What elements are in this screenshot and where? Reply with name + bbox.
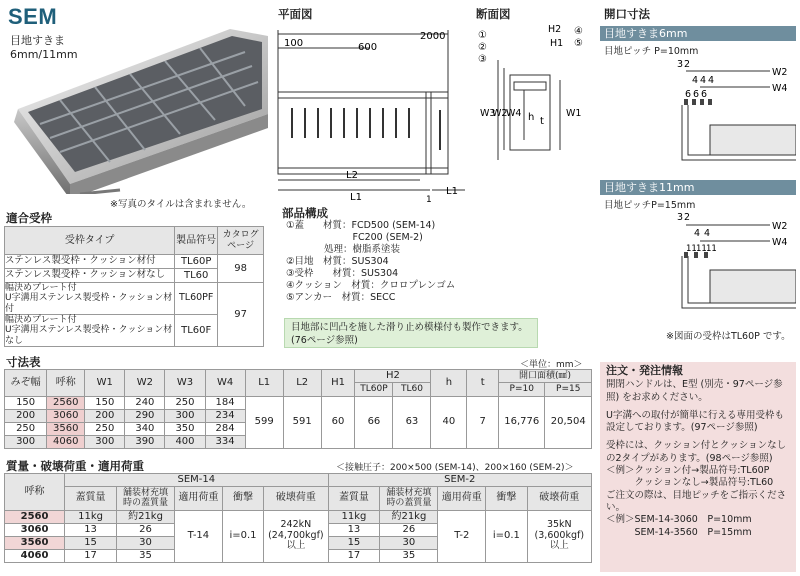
dims-cell: 3560: [47, 422, 85, 435]
dims-cell: 300: [85, 435, 125, 448]
parts-line: ③受枠 材質：SUS304: [286, 268, 399, 279]
order-panel: [600, 362, 796, 572]
frame-table: [4, 226, 264, 347]
frame-row-type: ステンレス製受枠・クッション材付: [5, 255, 175, 269]
frame-row-code: TL60PF: [175, 283, 218, 315]
section-drawing: [470, 20, 595, 170]
dims-col-area-10: P=10: [499, 382, 545, 396]
o6-d2: 2: [684, 59, 691, 70]
dims-col-W1: W1: [85, 370, 125, 397]
load-col-load: 適用荷重: [175, 486, 223, 510]
dims-cell: 250: [85, 422, 125, 435]
o6-W2: W2: [772, 67, 788, 78]
frame-row-type: ステンレス製受枠・クッション材なし: [5, 269, 175, 283]
order-p1: 開閉ハンドルは、E型 (別売・97ページ参照) をお求めください。: [606, 379, 783, 403]
o6-d4c: 4: [708, 75, 715, 86]
o11-W2: W2: [772, 221, 788, 232]
dims-cell-L1: 599: [245, 396, 283, 448]
load-cell: 30: [116, 536, 174, 549]
dims-cell: 250: [165, 396, 205, 409]
load-cell: 15: [328, 536, 380, 549]
dims-cell: 150: [5, 396, 47, 409]
dims-col-H1: H1: [321, 370, 355, 397]
parts-title: 部品構成: [282, 206, 328, 220]
load-contact: ＜接触圧子：200×500 (SEM-14)、200×160 (SEM-2)＞: [336, 463, 574, 473]
load-row-name: 3060: [5, 523, 65, 536]
dims-cell: 350: [165, 422, 205, 435]
load-cell: 約21kg: [380, 510, 438, 523]
dims-cell: 400: [165, 435, 205, 448]
load-group-sem2: SEM-2: [328, 474, 591, 487]
o11-d11b: 11: [696, 244, 707, 254]
frame-row-code: TL60F: [175, 315, 218, 347]
dims-table: [4, 369, 592, 449]
dims-cell: 4060: [47, 435, 85, 448]
load-row-name: 4060: [5, 549, 65, 562]
o6-d6c: 6: [701, 89, 708, 100]
load-cell: 17: [328, 549, 380, 562]
section-label-5: ⑤: [574, 38, 583, 49]
frame-table-title: 適合受枠: [6, 211, 52, 225]
product-photo: [0, 14, 268, 194]
opening-note: ※図面の受枠はTL60P です。: [666, 331, 791, 342]
load-cell: 26: [380, 523, 438, 536]
frame-row-page: 97: [218, 283, 264, 347]
plan-dim-L1: L1: [350, 192, 362, 203]
load-cell: 35: [116, 549, 174, 562]
section-dim-t: t: [540, 116, 544, 127]
dims-col-area: 開口面積(㎟): [499, 370, 592, 383]
dims-cell: 334: [205, 435, 245, 448]
load-cell: 17: [65, 549, 117, 562]
dims-cell: 284: [205, 422, 245, 435]
load-cell: 26: [116, 523, 174, 536]
o11-d3: 3: [677, 212, 684, 223]
o6-d4b: 4: [700, 75, 707, 86]
parts-line: ①蓋 材質：FCD500 (SEM-14): [286, 220, 436, 231]
load-col-mass: 蓋質量: [65, 486, 117, 510]
plan-dim-100: 100: [284, 38, 304, 49]
plan-dim-1: 1: [426, 195, 432, 205]
section-label-2: ②: [478, 42, 487, 53]
dims-cell-t: 7: [467, 396, 499, 448]
parts-line: 処理：樹脂系塗装: [286, 244, 401, 255]
load-row-name: 2560: [5, 510, 65, 523]
load-cell: 13: [65, 523, 117, 536]
section-label-1: ①: [478, 30, 487, 41]
load-table: [4, 473, 592, 563]
dims-cell: 300: [165, 409, 205, 422]
load-cell-brk14: 242kN (24,700kgf) 以上: [264, 510, 328, 562]
plan-dim-L2: L2: [346, 170, 358, 181]
dims-cell: 3060: [47, 409, 85, 422]
load-col-impact: 衝撃: [222, 486, 263, 510]
order-p3: 受枠には、クッション付とクッションなしの2タイプがあります。(98ページ参照): [606, 440, 787, 464]
load-cell: 35: [380, 549, 438, 562]
load-col-filled: 舗装材充填 時の蓋質量: [116, 486, 174, 510]
load-cell: 15: [65, 536, 117, 549]
load-col-load: 適用荷重: [438, 486, 486, 510]
dims-col-t: t: [467, 370, 499, 397]
section-title: 断面図: [476, 7, 511, 21]
parts-line: ②目地 材質：SUS304: [286, 256, 389, 267]
dims-title: 寸法表: [6, 355, 41, 369]
o11-d11c: 11: [706, 244, 717, 254]
dims-cell-H2b: 63: [393, 396, 431, 448]
load-col-name: 呼称: [5, 474, 65, 511]
dims-col-area-15: P=15: [545, 382, 592, 396]
dims-cell: 290: [125, 409, 165, 422]
dims-cell-L2: 591: [283, 396, 321, 448]
plan-drawing: [270, 20, 470, 205]
o11-d4b: 4: [704, 228, 711, 239]
load-col-break: 破壊荷重: [264, 486, 328, 510]
product-desc-line1: 目地すきま: [10, 34, 65, 47]
load-cell: 30: [380, 536, 438, 549]
dims-cell: 300: [5, 435, 47, 448]
section-dim-W4: W4: [506, 108, 522, 119]
opening-11mm-header: 目地すきま11mm: [600, 180, 796, 195]
dims-col-H2-b: TL60: [393, 382, 431, 396]
parts-line: ⑤アンカー 材質：SECC: [286, 292, 396, 303]
plan-title: 平面図: [278, 7, 313, 21]
load-col-break: 破壊荷重: [527, 486, 591, 510]
o11-d11a: 11: [686, 244, 697, 254]
o6-d6b: 6: [693, 89, 700, 100]
frame-row-type: 幅決めプレート付 U字溝用ステンレス製受枠・クッション材付: [5, 283, 175, 315]
load-group-sem14: SEM-14: [65, 474, 328, 487]
dims-cell: 200: [85, 409, 125, 422]
dims-cell-H1: 60: [321, 396, 355, 448]
o6-d3: 3: [677, 59, 684, 70]
opening-title: 開口寸法: [604, 7, 650, 21]
opening-6mm-header: 目地すきま6mm: [600, 26, 796, 41]
plan-dim-600: 600: [358, 42, 378, 53]
frame-row-code: TL60P: [175, 255, 218, 269]
order-p4: ご注文の際は、目地ピッチをご指示ください。: [606, 489, 787, 513]
dims-cell-h: 40: [431, 396, 467, 448]
dims-cell: 200: [5, 409, 47, 422]
dims-unit: ＜単位：mm＞: [520, 360, 583, 370]
dims-cell: 390: [125, 435, 165, 448]
dims-col-name: 呼称: [47, 370, 85, 397]
photo-note: ※写真のタイルは含まれません。: [110, 199, 252, 210]
opening-6mm-pitch: 目地ピッチ P=10mm: [604, 46, 699, 57]
load-cell-load14: T-14: [175, 510, 223, 562]
load-col-mass: 蓋質量: [328, 486, 380, 510]
load-cell-brk2: 35kN (3,600kgf) 以上: [527, 510, 591, 562]
frame-col-page: カタログページ: [218, 227, 264, 255]
product-name: SEM: [8, 4, 58, 29]
plan-dim-L1b: L1: [446, 186, 458, 197]
load-cell: 13: [328, 523, 380, 536]
order-title: 注文・発注情報: [606, 364, 683, 377]
dims-col-H2-a: TL60P: [355, 382, 393, 396]
section-dim-W2: W2: [492, 108, 508, 119]
section-dim-W3: W3: [480, 108, 496, 119]
dims-col-L2: L2: [283, 370, 321, 397]
load-cell: 11kg: [65, 510, 117, 523]
opening-11mm-pitch: 目地ピッチP=15mm: [604, 200, 696, 211]
dims-col-H2: H2: [355, 370, 431, 383]
frame-row-type: 幅決めプレート付 U字溝用ステンレス製受枠・クッション材なし: [5, 315, 175, 347]
order-p2: U字溝への取付が簡単に行える専用受枠も設定しております。(97ページ参照): [606, 409, 784, 434]
dims-cell-A10: 16,776: [499, 396, 545, 448]
frame-col-code: 製品符号: [175, 227, 218, 255]
o11-d2: 2: [684, 212, 691, 223]
parts-list: [286, 220, 455, 304]
load-cell-imp14: i=0.1: [222, 510, 263, 562]
section-label-4: ④: [574, 26, 583, 37]
section-label-3: ③: [478, 54, 487, 65]
dims-cell: 340: [125, 422, 165, 435]
parts-line: ④クッション 材質：クロロプレンゴム: [286, 280, 456, 291]
opening-6mm-drawing: [600, 55, 796, 170]
frame-row-page: 98: [218, 255, 264, 283]
load-col-filled: 舗装材充填 時の蓋質量: [380, 486, 438, 510]
section-dim-h: h: [528, 112, 535, 123]
load-cell: 11kg: [328, 510, 380, 523]
plan-dim-2000: 2000: [420, 31, 446, 42]
opening-11mm-drawing: [600, 208, 796, 320]
dims-cell-H2a: 66: [355, 396, 393, 448]
load-row-name: 3560: [5, 536, 65, 549]
section-dim-H2: H2: [548, 24, 562, 35]
o11-d4a: 4: [694, 228, 701, 239]
o6-W4: W4: [772, 83, 788, 94]
order-ex2: クッションなし→製品符号:TL60: [606, 477, 774, 489]
order-ex4: SEM-14-3560 P=15mm: [606, 526, 752, 538]
dims-cell: 150: [85, 396, 125, 409]
dims-col-h: h: [431, 370, 467, 397]
order-ex1: ＜例＞クッション付→製品符号:TL60P: [606, 465, 770, 477]
load-title: 質量・破壊荷重・適用荷重: [6, 459, 144, 473]
dims-col-L1: L1: [245, 370, 283, 397]
parts-note: 目地部に凹凸を施した滑り止め模様付も製作できます。 (76ページ参照): [284, 318, 538, 348]
dims-col-W4: W4: [205, 370, 245, 397]
dims-cell: 2560: [47, 396, 85, 409]
parts-line: FC200 (SEM-2): [286, 232, 423, 243]
frame-col-type: 受枠タイプ: [5, 227, 175, 255]
load-col-impact: 衝撃: [486, 486, 527, 510]
dims-cell-A15: 20,504: [545, 396, 592, 448]
product-desc-line2: 6mm/11mm: [10, 48, 78, 61]
load-cell-load2: T-2: [438, 510, 486, 562]
o11-W4: W4: [772, 237, 788, 248]
dims-cell: 240: [125, 396, 165, 409]
section-dim-W1: W1: [566, 108, 582, 119]
o6-d4a: 4: [692, 75, 699, 86]
dims-cell: 234: [205, 409, 245, 422]
dims-col-W3: W3: [165, 370, 205, 397]
load-cell: 約21kg: [116, 510, 174, 523]
load-cell-imp2: i=0.1: [486, 510, 527, 562]
dims-cell: 250: [5, 422, 47, 435]
section-dim-H1: H1: [550, 38, 564, 49]
frame-row-code: TL60: [175, 269, 218, 283]
dims-col-width: みぞ幅: [5, 370, 47, 397]
dims-col-W2: W2: [125, 370, 165, 397]
dims-cell: 184: [205, 396, 245, 409]
o6-d6a: 6: [685, 89, 692, 100]
order-ex3: ＜例＞SEM-14-3060 P=10mm: [606, 514, 752, 526]
